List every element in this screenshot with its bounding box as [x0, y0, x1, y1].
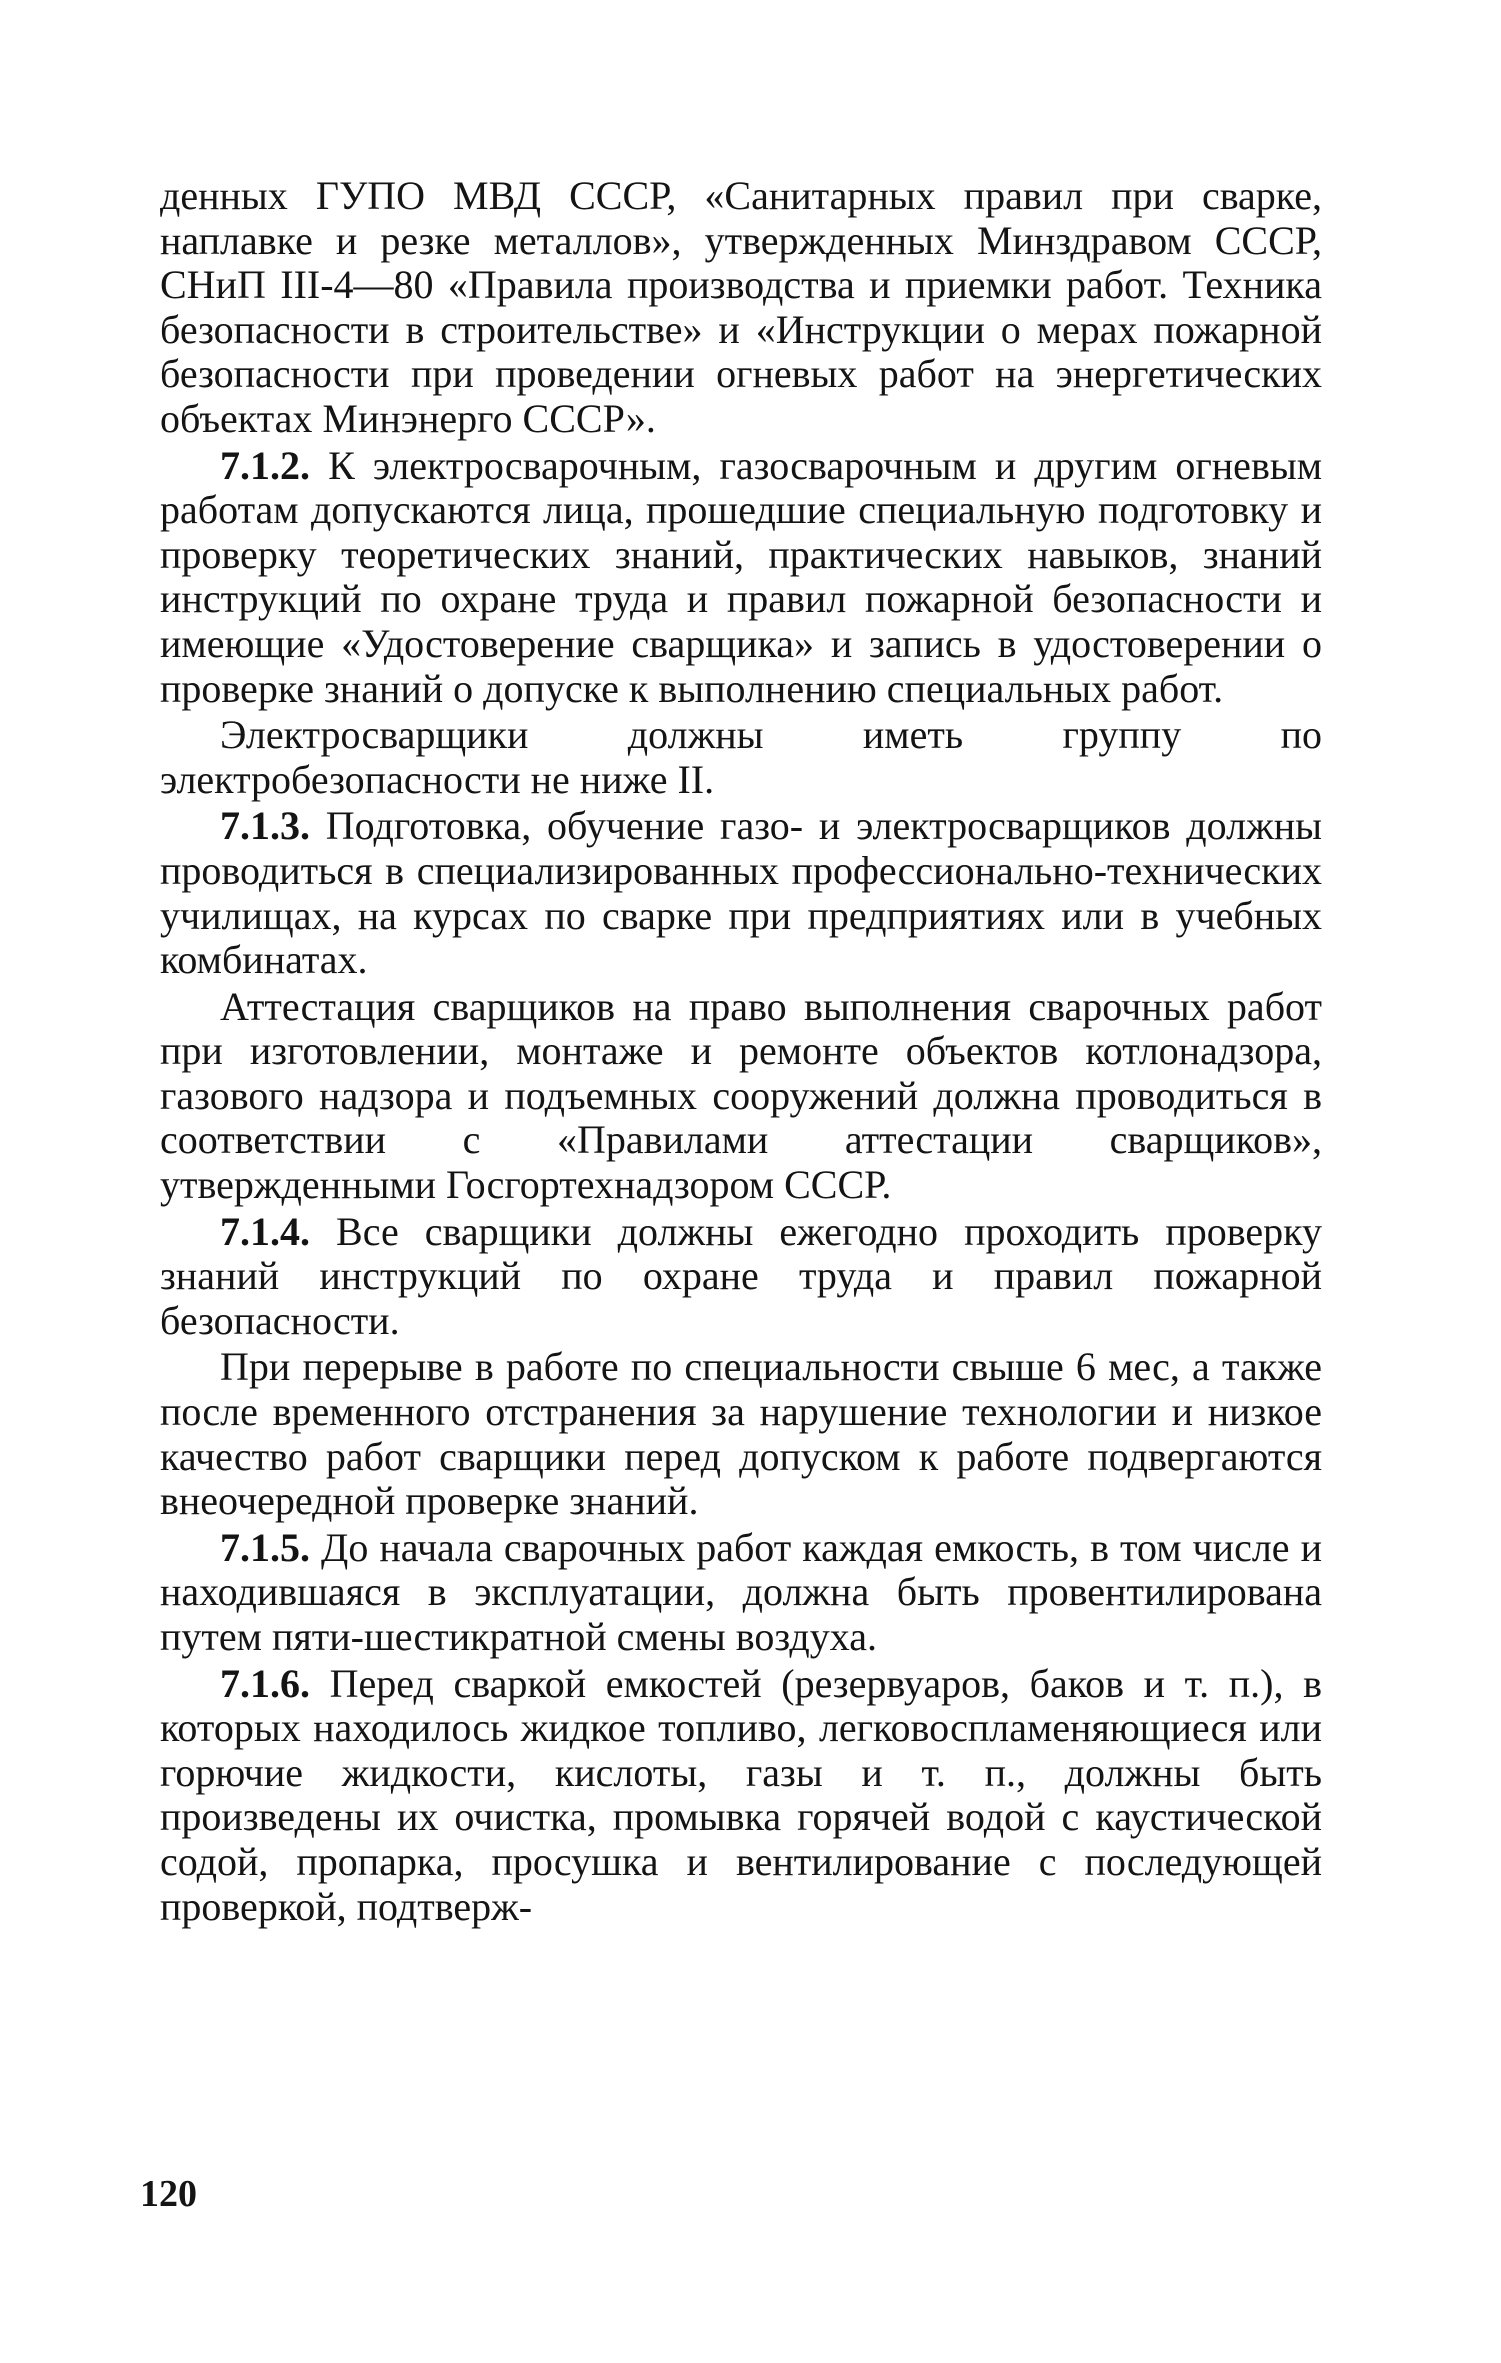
paragraph-7-1-5 — [160, 1526, 1322, 1660]
paragraph-text: Аттестация сварщиков на право выполнения сварочных работ при изготовлении, монтаже и ремонте объектов котлонадзора, газового надзора и подъемных сооружений должна проводиться в соответствии с «Правилами аттестации сварщиков», утвержденными Госгортехнадзором СССР. — [160, 983, 1322, 1208]
page-number: 120 — [140, 2173, 197, 2215]
paragraph-text: Электросварщики должны иметь группу по электробезопасности не ниже II. — [160, 712, 1322, 802]
paragraph-continuation — [160, 174, 1322, 442]
paragraph-7-1-4 — [160, 1210, 1322, 1344]
paragraph-text: Все сварщики должны ежегодно проходить проверку знаний инструкций по охране труда и правил пожарной безопасности. — [160, 1208, 1322, 1343]
paragraph-work-break — [160, 1345, 1322, 1523]
section-number: 7.1.6. — [220, 1660, 310, 1706]
body-text — [160, 174, 1322, 1929]
paragraph-7-1-2 — [160, 444, 1322, 712]
paragraph-text: денных ГУПО МВД СССР, «Санитарных правил при сварке, наплавке и резке металлов», утвержденных Минздравом СССР, СНиП III-4—80 «Правила производства и приемки работ. Техника безопасности в строительстве» и «Инструкции о мерах пожарной безопасности при проведении огневых работ на энергетических объектах Минэнерго СССР». — [160, 173, 1322, 441]
paragraph-electro-group — [160, 713, 1322, 802]
paragraph-text: К электросварочным, газосварочным и другим огневым работам допускаются лица, прошедшие специальную подготовку и проверку теоретических знаний, практических навыков, знаний инструкций по охране труда и правил пожарной безопасности и имеющие «Удостоверение сварщика» и запись в удостоверении о проверке знаний о допуске к выполнению специальных работ. — [160, 442, 1323, 711]
paragraph-text: Подготовка, обучение газо- и электросварщиков должны проводиться в специализированных профессионально-технических училищах, на курсах по сварке при предприятиях или в учебных комбинатах. — [160, 803, 1322, 983]
paragraph-text: При перерыве в работе по специальности свыше 6 мес, а также после временного отстранения за нарушение технологии и низкое качество работ сварщики перед допуском к работе подвергаются внеочередной проверке знаний. — [160, 1344, 1322, 1524]
section-number: 7.1.3. — [220, 803, 310, 849]
section-number: 7.1.4. — [220, 1208, 310, 1254]
section-number: 7.1.2. — [220, 442, 310, 488]
paragraph-text: Перед сваркой емкостей (резервуаров, баков и т. п.), в которых находилось жидкое топливо, легковоспламеняющиеся или горючие жидкости, кислоты, газы и т. п., должны быть произведены их очистка, промывка горячей водой с каустической содой, пропарка, просушка и вентилирование с последующей проверкой, подтверж- — [160, 1660, 1323, 1929]
paragraph-text: До начала сварочных работ каждая емкость, в том числе и находившаяся в эксплуатации, должна быть провентилирована путем пяти-шестикратной смены воздуха. — [160, 1524, 1322, 1659]
section-number: 7.1.5. — [220, 1524, 310, 1570]
paragraph-7-1-6 — [160, 1662, 1322, 1930]
paragraph-7-1-3 — [160, 804, 1322, 982]
paragraph-attestation — [160, 985, 1322, 1208]
